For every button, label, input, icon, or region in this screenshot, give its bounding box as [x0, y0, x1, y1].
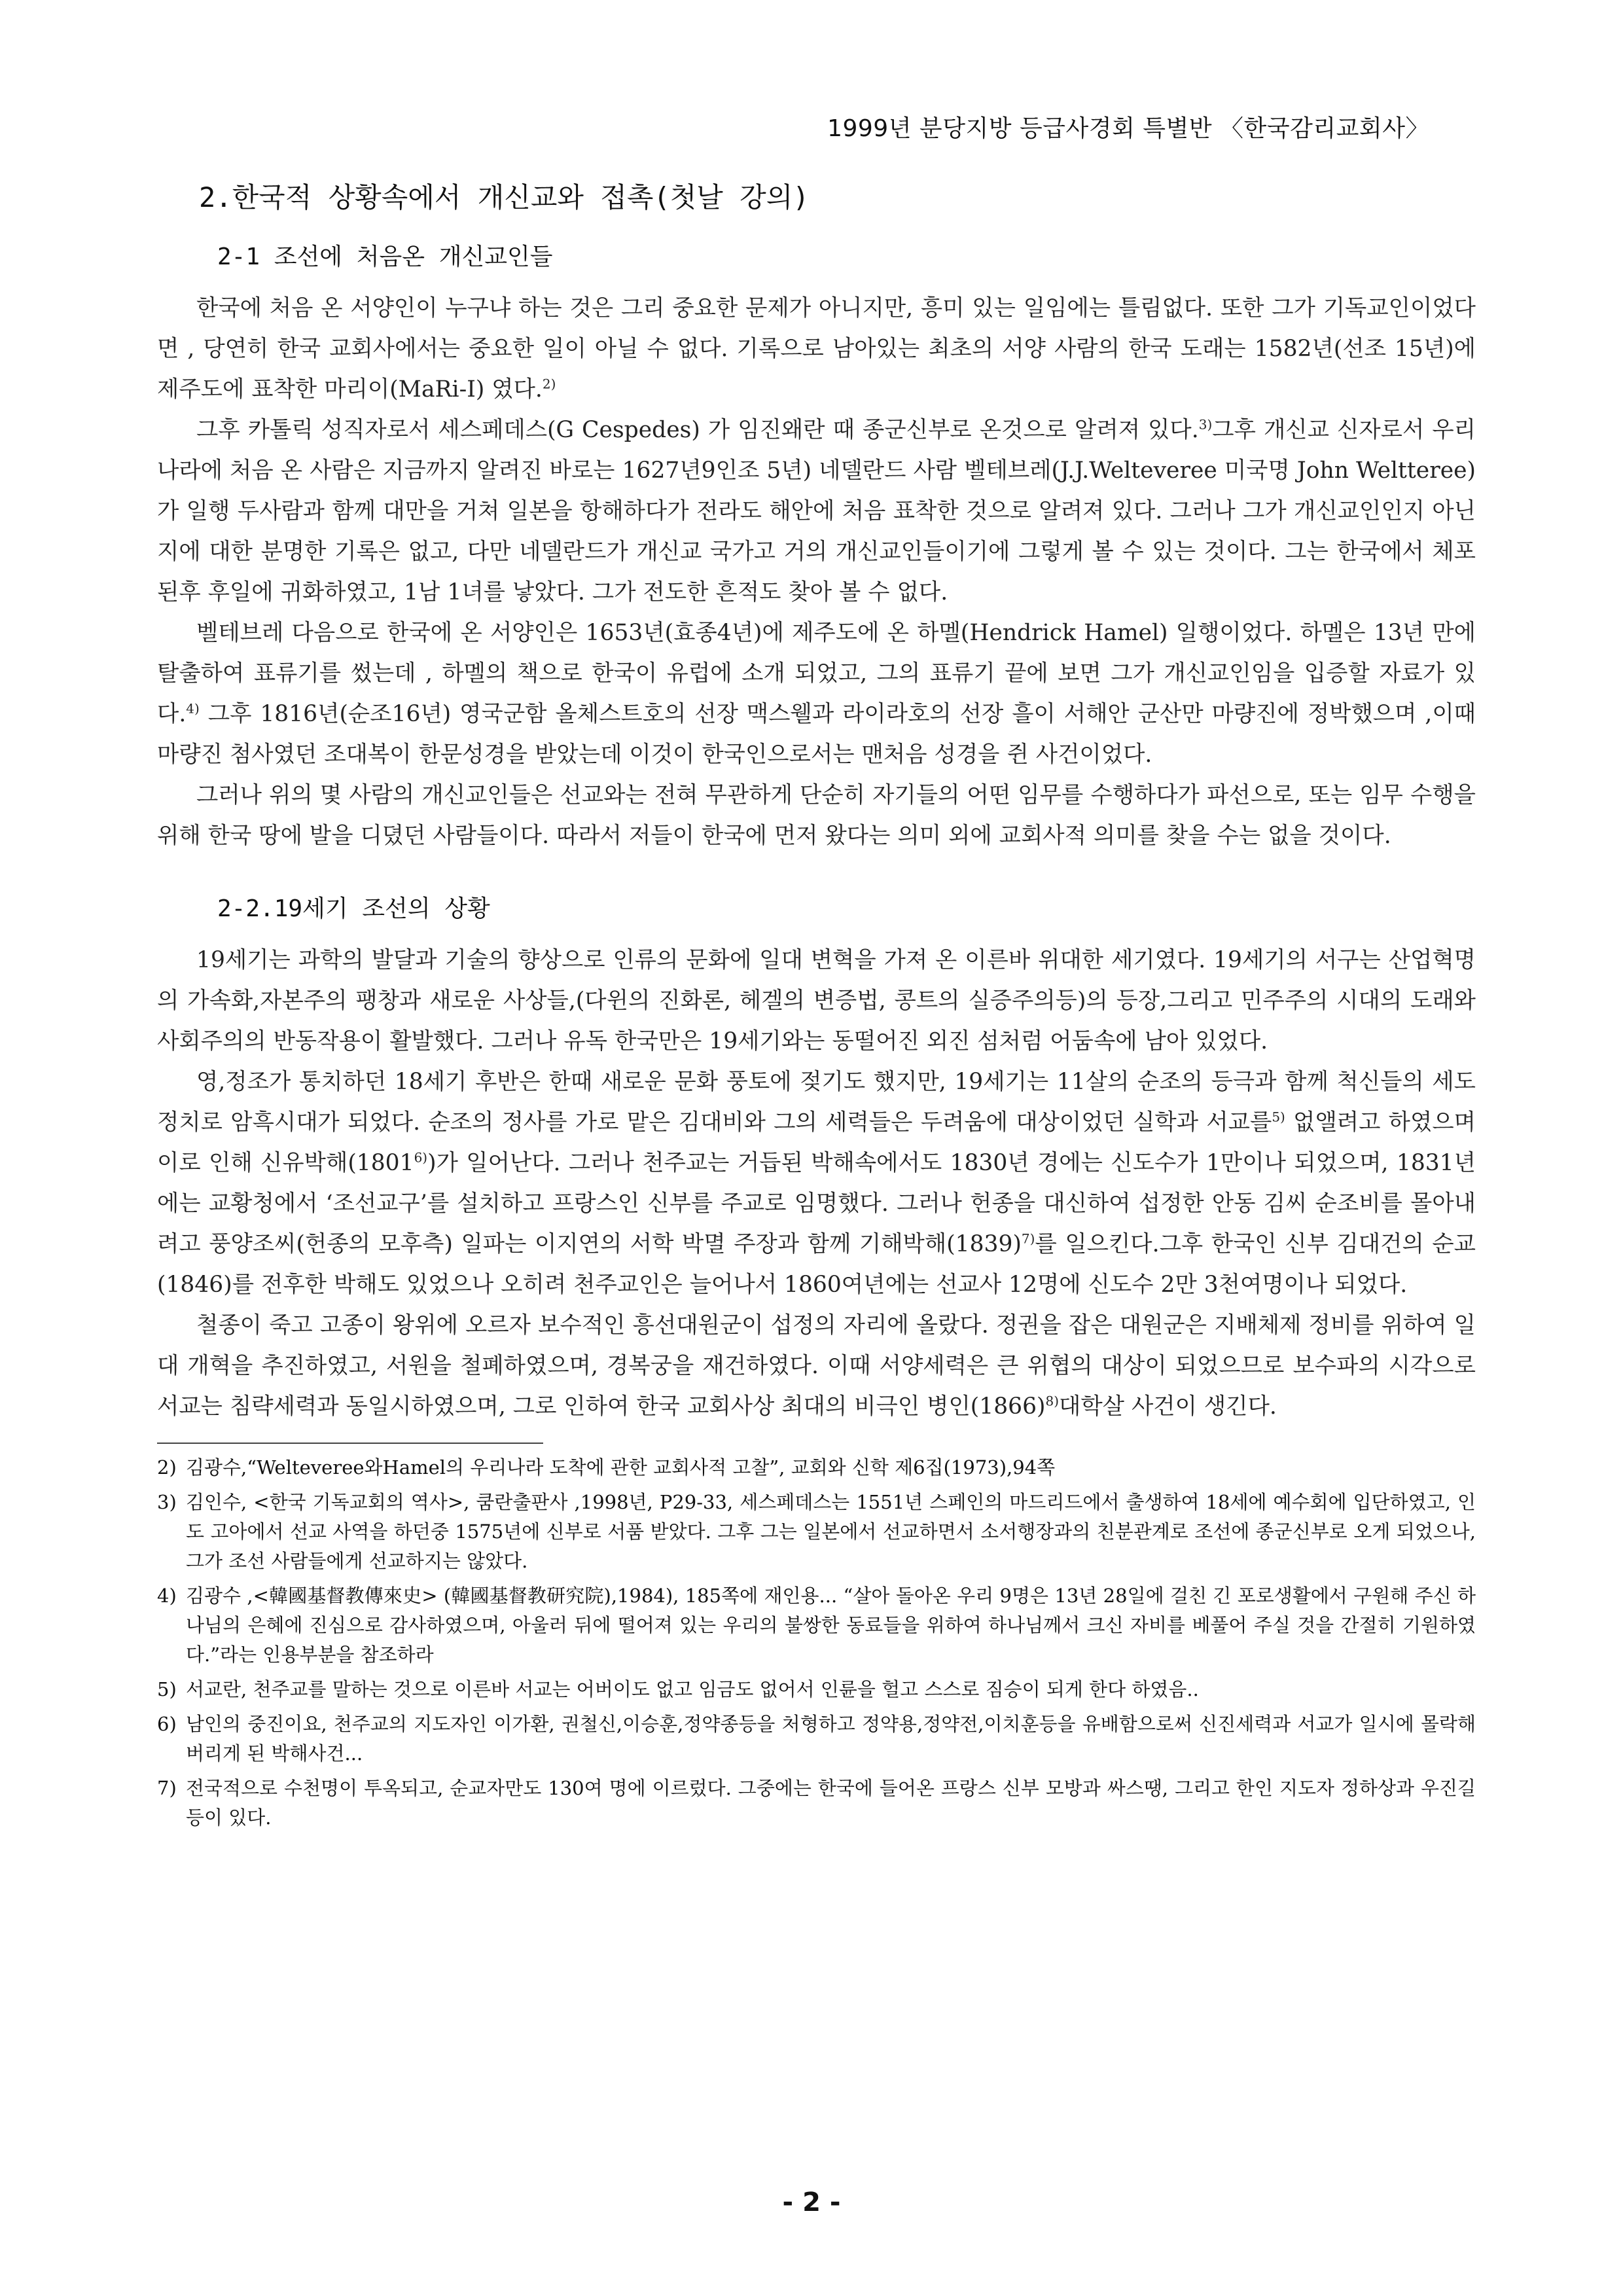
footnote-text: 김인수, <한국 기독교회의 역사>, 쿰란출판사 ,1998년, P29-33, 세스페데스는 1551년 스페인의 마드리드에서 출생하여 18세에 예수회에 입단하였고, 인도 고아에서 선교 사역을 하던중 1575년에 신부로 서품 받았다. 그후 그는 일본에서 선교하면서 소서행장과의 친분관계로 조선에 종군신부로 오게 되었으나, 그가 조선 사람들에게 선교하지는 않았다.: [186, 1491, 1476, 1572]
running-header: 1999년 분당지방 등급사경회 특별반 〈한국감리교회사〉: [827, 115, 1429, 142]
footnote-text: 남인의 중진이요, 천주교의 지도자인 이가환, 권철신,이승훈,정약종등을 처형하고 정약용,정약전,이치훈등을 유배함으로써 신진세력과 서교가 일시에 몰락해 버리게 된 박해사건...: [186, 1713, 1476, 1765]
paragraph: [157, 613, 1476, 775]
footnote-divider: [157, 1443, 543, 1444]
footnote-item: [157, 1581, 1476, 1670]
paragraph-text: 그후 개신교 신자로서 우리나라에 처음 온 사람은 지금까지 알려진 바로는 1627년9인조 5년) 네델란드 사람 벨테브레(J.J.Welteveree 미국명 John Weltteree)가 일행 두사람과 함께 대만을 거쳐 일본을 항해하다가 전라도 해안에 처음 표착한 것으로 알려져 있다. 그러나 그가 개신교인인지 아닌지에 대한 분명한 기록은 없고, 다만 네델란드가 개신교 국가고 거의 개신교인들이기에 그렇게 볼 수 있는 것이다. 그는 한국에서 체포된후 후일에 귀화하였고, 1남 1녀를 낳았다. 그가 전도한 흔적도 찾아 볼 수 없다.: [157, 417, 1476, 605]
footnote-ref: 8): [1045, 1393, 1060, 1409]
footnote-number: 5): [157, 1678, 177, 1700]
subsection-title-2-2: 2-2.19세기 조선의 상황: [217, 895, 490, 922]
paragraph-text: 그후 카톨릭 성직자로서 세스페데스(G Cespedes) 가 임진왜란 때 종군신부로 온것으로 알려져 있다.: [196, 417, 1199, 443]
footnote-number: 4): [157, 1585, 177, 1607]
footnote-text: 김광수,“Welteveree와Hamel의 우리나라 도착에 관한 교회사적 고찰”, 교회와 신학 제6집(1973),94쪽: [186, 1456, 1056, 1479]
paragraph-text: 대학살 사건이 생긴다.: [1059, 1393, 1277, 1420]
footnote-number: 7): [157, 1777, 177, 1799]
footnote-text: 전국적으로 수천명이 투옥되고, 순교자만도 130여 명에 이르렀다. 그중에는 한국에 들어온 프랑스 신부 모방과 싸스땡, 그리고 한인 지도자 정하상과 우진길 등이 있다.: [186, 1777, 1476, 1829]
footnote-ref: 7): [1021, 1230, 1035, 1247]
footnote-ref: 4): [186, 700, 200, 717]
paragraph-text: 벨테브레 다음으로 한국에 온 서양인은 1653년(효종4년)에 제주도에 온 하멜(Hendrick Hamel) 일행이었다. 하멜은 13년 만에 탈출하여 표류기를 썼는데 , 하멜의 책으로 한국이 유럽에 소개 되었고, 그의 표류기 끝에 보면 그가 개신교인임을 입증할 자료가 있다.: [157, 620, 1476, 727]
paragraph-text: )가 일어난다. 그러나 천주교는 거듭된 박해속에서도 1830년 경에는 신도수가 1만이나 되었으며, 1831년에는 교황청에서 ‘조선교구’를 설치하고 프랑스인 신부를 주교로 임명했다. 그러나 헌종을 대신하여 섭정한 안동 김씨 순조비를 몰아내려고 풍양조씨(헌종의 모후측) 일파는 이지연의 서학 박멸 주장과 함께 기해박해(1839): [157, 1150, 1476, 1257]
paragraph: [157, 1305, 1476, 1427]
subsection-title-2-1: 2-1 조선에 처음온 개신교인들: [217, 243, 553, 270]
footnote-item: [157, 1710, 1476, 1768]
paragraph: [157, 288, 1476, 410]
footnote-item: [157, 1675, 1476, 1704]
paragraph: [157, 775, 1476, 856]
footnote-number: 6): [157, 1713, 177, 1735]
paragraph-text: 그후 1816년(순조16년) 영국군함 올체스트호의 선장 맥스웰과 라이라호의 선장 흘이 서해안 군산만 마량진에 정박했으며 ,이때 마량진 첨사였던 조대복이 한문성경을 받았는데 이것이 한국인으로서는 맨처음 성경을 쥔 사건이었다.: [157, 701, 1476, 768]
page-number: - 2 -: [782, 2187, 841, 2217]
footnotes: [157, 1453, 1476, 1833]
paragraph-text: 그러나 위의 몇 사람의 개신교인들은 선교와는 전혀 무관하게 단순히 자기들의 어떤 임무를 수행하다가 파선으로, 또는 임무 수행을 위해 한국 땅에 발을 디뎠던 사람들이다. 따라서 저들이 한국에 먼저 왔다는 의미 외에 교회사적 의미를 찾을 수는 없을 것이다.: [157, 782, 1476, 849]
footnote-item: [157, 1453, 1476, 1482]
footnote-item: [157, 1488, 1476, 1576]
paragraph-text: 없앨려고 하였으며 이로 인해 신유박해(1801: [157, 1109, 1476, 1176]
footnote-number: 3): [157, 1491, 177, 1513]
footnote-ref: 5): [1272, 1109, 1285, 1125]
footnote-item: [157, 1774, 1476, 1833]
footnote-ref: 2): [542, 376, 556, 392]
paragraph-text: 를 일으킨다.그후 한국인 신부 김대건의 순교(1846)를 전후한 박해도 있었으나 오히려 천주교인은 늘어나서 1860여년에는 선교사 12명에 신도수 2만 3천여명이나 되었다.: [157, 1231, 1476, 1298]
paragraph-text: 19세기는 과학의 발달과 기술의 향상으로 인류의 문화에 일대 변혁을 가져 온 이른바 위대한 세기였다. 19세기의 서구는 산업혁명의 가속화,자본주의 팽창과 새로운 사상들,(다윈의 진화론, 헤겔의 변증법, 콩트의 실증주의등)의 등장,그리고 민주주의 시대의 도래와 사회주의의 반동작용이 활발했다. 그러나 유독 한국만은 19세기와는 동떨어진 외진 섬처럼 어둠속에 남아 있었다.: [157, 947, 1476, 1054]
paragraph: [157, 1062, 1476, 1305]
paragraph-text: 영,정조가 통치하던 18세기 후반은 한때 새로운 문화 풍토에 젖기도 했지만, 19세기는 11살의 순조의 등극과 함께 척신들의 세도정치로 암흑시대가 되었다. 순조의 정사를 가로 맡은 김대비와 그의 세력들은 두려움에 대상이었던 실학과 서교를: [157, 1069, 1476, 1136]
paragraph: [157, 940, 1476, 1062]
footnote-text: 서교란, 천주교를 말하는 것으로 이른바 서교는 어버이도 없고 임금도 없어서 인륜을 헐고 스스로 짐승이 되게 한다 하였음..: [186, 1678, 1199, 1700]
paragraph: [157, 410, 1476, 613]
footnote-number: 2): [157, 1456, 177, 1479]
footnote-text: 김광수 ,<韓國基督教傳來史> (韓國基督教研究院),1984), 185쪽에 재인용... “살아 돌아온 우리 9명은 13년 28일에 걸친 긴 포로생활에서 구원해 주신 하나님의 은혜에 진심으로 감사하였으며, 아울러 뒤에 떨어져 있는 우리의 불쌍한 동료들을 위하여 하나님께서 크신 자비를 베풀어 주실 것을 간절히 기원하였다.”라는 인용부분을 참조하라: [186, 1585, 1476, 1666]
paragraph-text: 철종이 죽고 고종이 왕위에 오르자 보수적인 흥선대원군이 섭정의 자리에 올랐다. 정권을 잡은 대원군은 지배체제 정비를 위하여 일대 개혁을 추진하였고, 서원을 철폐하였으며, 경복궁을 재건하였다. 이때 서양세력은 큰 위협의 대상이 되었으므로 보수파의 시각으로 서교는 침략세력과 동일시하였으며, 그로 인하여 한국 교회사상 최대의 비극인 병인(1866): [157, 1312, 1476, 1420]
footnote-ref: 6): [414, 1149, 428, 1166]
footnote-ref: 3): [1198, 416, 1213, 433]
paragraph-text: 한국에 처음 온 서양인이 누구냐 하는 것은 그리 중요한 문제가 아니지만, 흥미 있는 일임에는 틀림없다. 또한 그가 기독교인이었다면 , 당연히 한국 교회사에서는 중요한 일이 아닐 수 없다. 기록으로 남아있는 최초의 서양 사람의 한국 도래는 1582년(선조 15년)에 제주도에 표착한 마리이(MaRi-I) 였다.: [157, 295, 1476, 403]
section-title: 2.한국적 상황속에서 개신교와 접촉(첫날 강의): [199, 181, 810, 213]
page-content: [157, 171, 1476, 1838]
